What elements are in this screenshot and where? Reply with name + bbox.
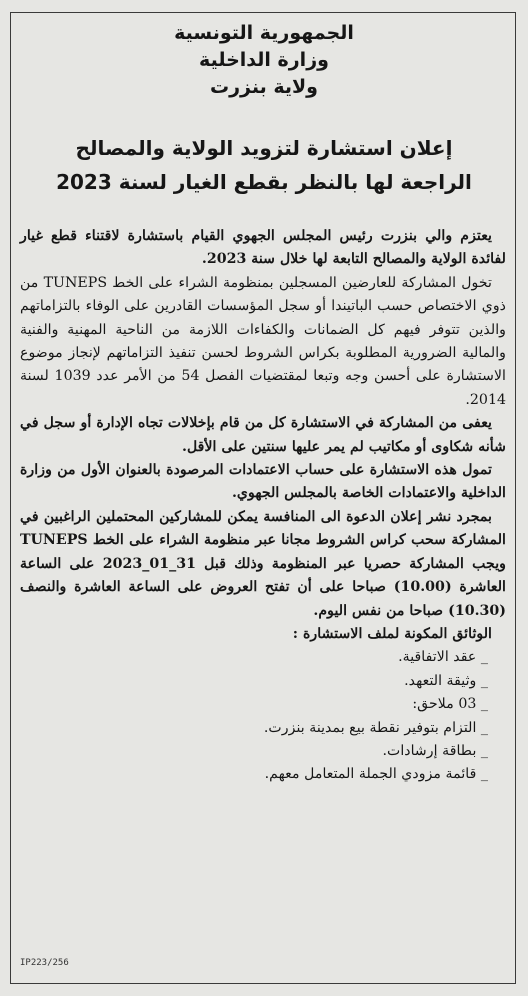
notice-content [18,20,510,787]
header-ministry: وزارة الداخلية [199,49,329,71]
header-block [18,20,510,101]
paragraph-funding: تمول هذه الاستشارة على حساب الاعتمادات المرصودة بالعنوان الأول من وزارة الداخلية والاعتمادات الخاصة بالمجلس الجهوي. [20,462,506,502]
notice-body [18,225,510,787]
paragraph-eligibility: تخول المشاركة للعارضين المسجلين بمنظومة الشراء على الخط TUNEPS من ذوي الاختصاص حسب الباتيندا أو سجل المؤسسات القادرين على الوفاء بالتزاماتهم والذين تتوفر فيهم كل الضمانات والكفاءات اللازمة من الناحية المهنية والفنية والمالية الضرورية المطلوبة بكراس الشروط لحسن تنفيذ التزاماتهم لإنجاز موضوع الاستشارة على أحسن وجه وتبعا لمقتضيات الفصل 54 من الأمر عدد 1039 لسنة 2014. [20,274,506,408]
documents-list-item: _ وثيقة التعهد. [404,672,488,689]
paragraph-exclusion: يعفى من المشاركة في الاستشارة كل من قام بإخلالات تجاه الإدارة أو سجل في شأنه شكاوى أو مكاتيب لم يمر عليها سنتين على الأقل. [20,415,506,455]
paragraph-procedure: بمجرد نشر إعلان الدعوة الى المنافسة يمكن للمشاركين المحتملين الراغبين في المشاركة سحب كراس الشروط مجانا عبر منظومة الشراء على الخط TUNEPS ويجب المشاركة حصريا عبر المنظومة وذلك قبل 31_01_2023 على الساعة العاشرة (10.00) صباحا على أن تفتح العروض على الساعة العاشرة والنصف (10.30) صباحا من نفس اليوم. [20,508,506,619]
documents-list-item: _ عقد الاتفاقية. [398,649,488,666]
documents-list-item: _ بطاقة إرشادات. [382,742,488,759]
header-governorate: ولاية بنزرت [210,76,318,98]
paragraph-intro: يعتزم والي بنزرت رئيس المجلس الجهوي القيام باستشارة لاقتناء قطع غيار لفائدة الولاية والمصالح التابعة لها خلال سنة 2023. [20,228,506,268]
documents-intro: الوثائق المكونة لملف الاستشارة : [292,625,492,642]
documents-list-item: _ التزام بتوفير نقطة بيع بمدينة بنزرت. [263,719,488,736]
publication-reference: IP223/256 [20,958,69,968]
documents-list-item: _ 03 ملاحق: [412,696,488,713]
documents-list [20,646,506,786]
documents-list-item: _ قائمة مزودي الجملة المتعامل معهم. [264,766,488,783]
notice-title: إعلان استشارة لتزويد الولاية والمصالح الراجعة لها بالنظر بقطع الغيار لسنة 2023 [56,136,472,194]
header-republic: الجمهورية التونسية [174,22,354,44]
